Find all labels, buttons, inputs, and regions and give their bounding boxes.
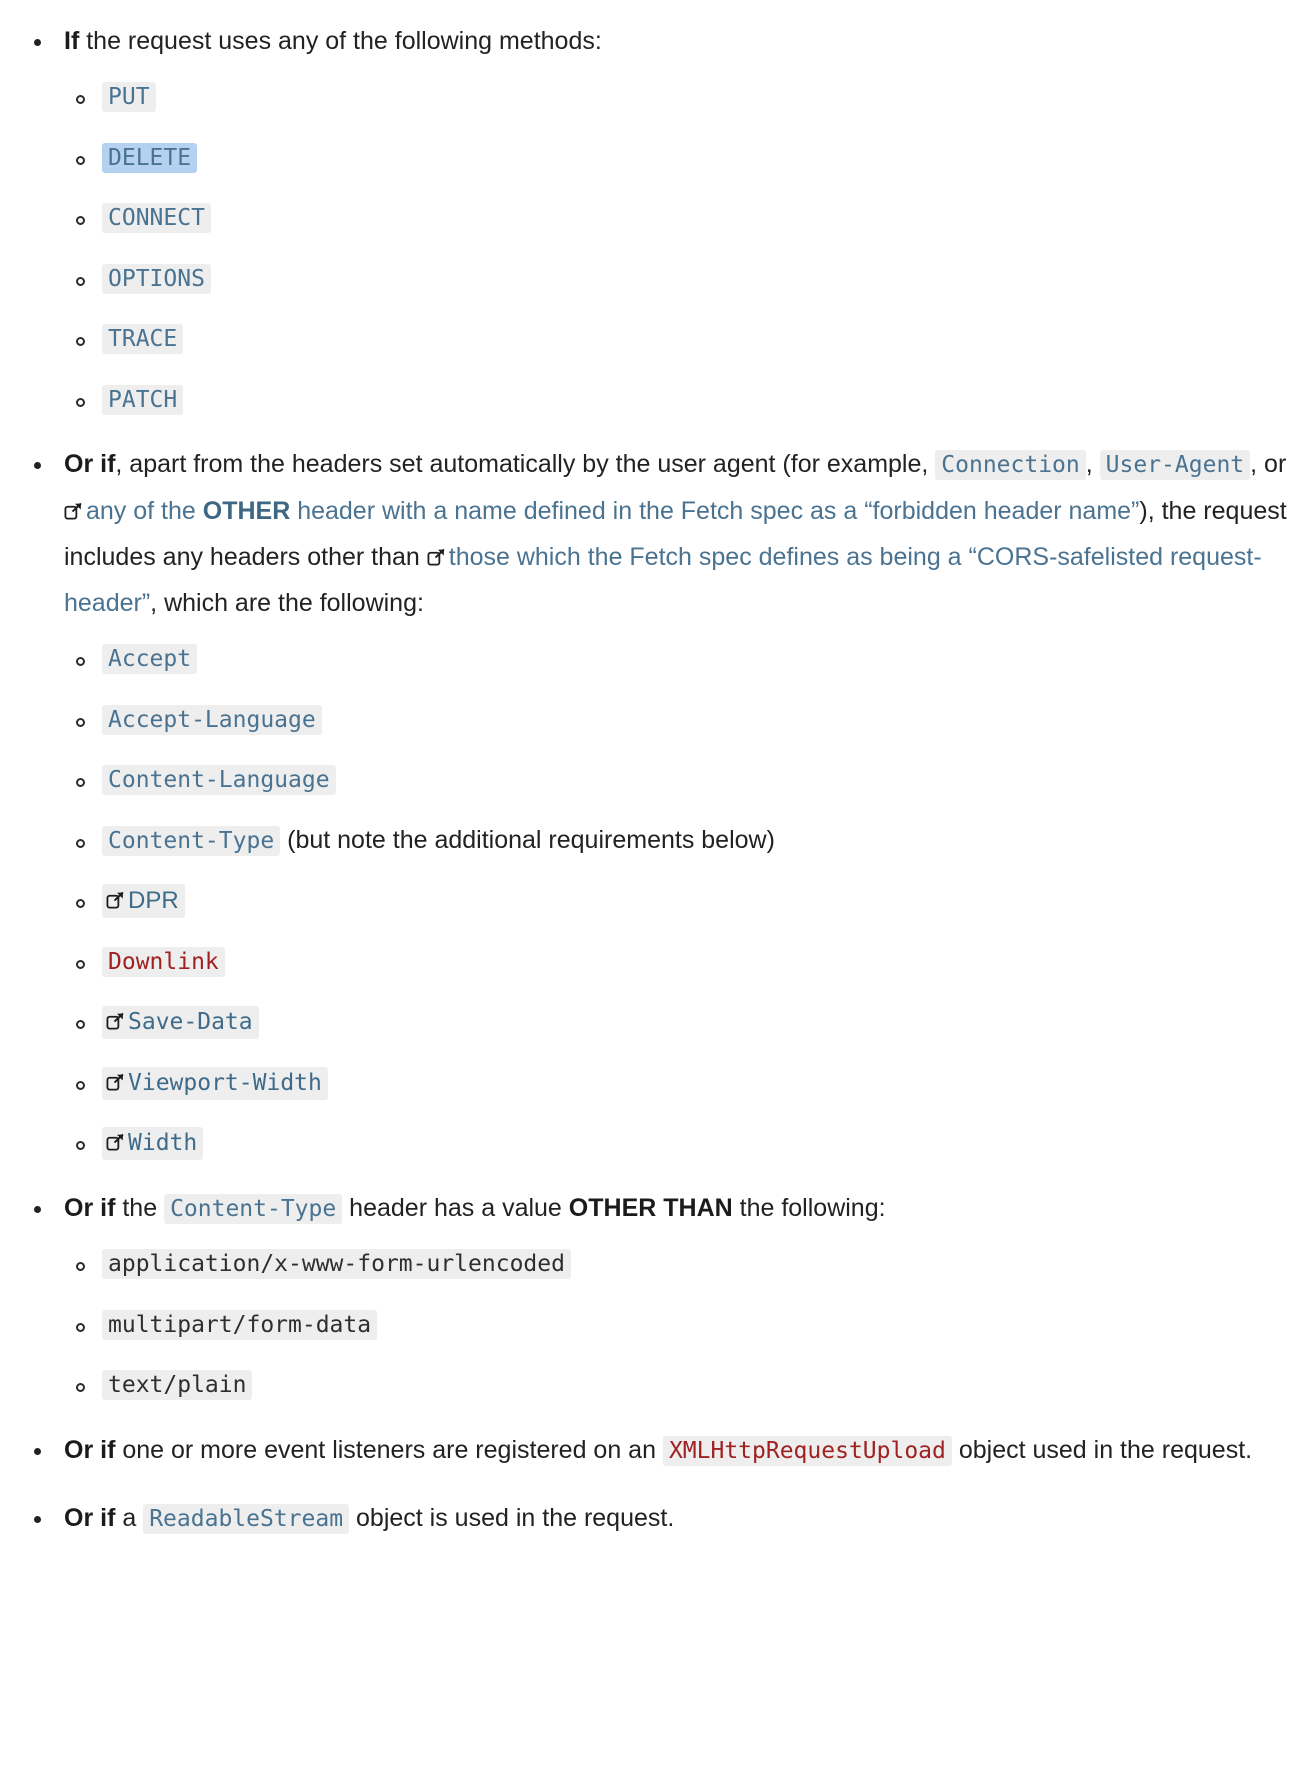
method-token-patch: PATCH <box>102 385 183 415</box>
list-item <box>64 199 1298 237</box>
header-link-save-data[interactable] <box>102 1006 259 1039</box>
content-type-values-list <box>64 1245 1298 1404</box>
external-link-icon <box>106 1073 125 1092</box>
list-item <box>64 320 1298 358</box>
list-item-readable-stream <box>12 1495 1298 1541</box>
header-link-save-data-label: Save-Data <box>128 1009 253 1036</box>
list-item-content-type <box>12 1185 1298 1404</box>
list-item <box>64 1366 1298 1404</box>
list-item <box>64 1003 1298 1041</box>
headers-comma-1: , <box>1085 450 1100 479</box>
lead-emphasis-if: If <box>64 27 80 55</box>
external-link-icon <box>106 1012 125 1031</box>
list-item-methods <box>12 18 1298 418</box>
methods-lead-text: the request uses any of the following methods: <box>79 27 602 55</box>
lead-emphasis-or-if: Or if <box>64 1435 116 1464</box>
list-item <box>64 1245 1298 1283</box>
headers-text-1: , apart from the headers set automatically by the user agent (for example, <box>115 450 936 479</box>
api-token-xmlhttprequestupload: XMLHttpRequestUpload <box>663 1436 952 1466</box>
header-token-content-language: Content-Language <box>102 765 336 795</box>
link-forbidden-text-b: header with a name defined in the Fetch spec as a “forbidden header name” <box>290 496 1140 525</box>
lead-emphasis-or-if: Or if <box>64 450 116 479</box>
link-forbidden-header-name[interactable] <box>64 497 1139 525</box>
content-type-text-3: the following: <box>732 1193 886 1222</box>
header-link-dpr[interactable] <box>102 884 185 918</box>
method-token-options: OPTIONS <box>102 264 211 294</box>
content-type-text-1: the <box>115 1193 165 1222</box>
link-forbidden-text-a: any of the <box>86 496 203 525</box>
api-token-readablestream: ReadableStream <box>143 1504 349 1534</box>
xhr-text-2: object used in the request. <box>951 1435 1253 1464</box>
list-item <box>64 882 1298 920</box>
headers-text-2: ), the request includes any headers other than <box>64 496 1287 571</box>
cors-safelisted-headers-list <box>64 640 1298 1162</box>
xhr-text-1: one or more event listeners are registered on an <box>115 1435 663 1464</box>
preflight-conditions-list <box>12 18 1298 1541</box>
header-link-viewport-width-label: Viewport-Width <box>128 1069 322 1096</box>
header-token-accept-language: Accept-Language <box>102 705 322 735</box>
content-type-note: (but note the additional requirements below) <box>280 825 775 854</box>
header-token-connection: Connection <box>935 450 1085 480</box>
method-token-put: PUT <box>102 82 156 112</box>
list-item-headers <box>12 441 1298 1162</box>
header-link-width-label: Width <box>128 1130 198 1157</box>
header-token-downlink: Downlink <box>102 947 225 977</box>
list-item <box>64 381 1298 419</box>
stream-text-2: object is used in the request. <box>349 1503 675 1532</box>
mime-token-form-data: multipart/form-data <box>102 1310 377 1340</box>
list-item <box>64 1306 1298 1344</box>
method-token-trace: TRACE <box>102 324 183 354</box>
list-item-xhr-upload <box>12 1427 1298 1473</box>
link-cors-safelisted-text: those which the Fetch spec defines as being a “CORS-safelisted request-header” <box>64 542 1262 617</box>
external-link-icon <box>64 502 83 521</box>
header-token-accept: Accept <box>102 644 197 674</box>
list-item <box>64 1124 1298 1162</box>
list-item <box>64 761 1298 799</box>
list-item <box>64 943 1298 981</box>
list-item <box>64 640 1298 678</box>
lead-emphasis-or-if: Or if <box>64 1503 116 1532</box>
header-token-user-agent: User-Agent <box>1100 450 1250 480</box>
list-item <box>64 139 1298 177</box>
method-token-connect: CONNECT <box>102 203 211 233</box>
list-item <box>64 260 1298 298</box>
headers-text-or: , or <box>1250 450 1287 479</box>
list-item <box>64 701 1298 739</box>
lead-emphasis-or-if: Or if <box>64 1193 116 1222</box>
header-link-viewport-width[interactable] <box>102 1067 328 1100</box>
header-token-content-type: Content-Type <box>102 826 280 856</box>
method-token-delete: DELETE <box>102 143 197 173</box>
list-item <box>64 822 1298 860</box>
list-item <box>64 1064 1298 1102</box>
headers-text-3: , which are the following: <box>150 589 424 617</box>
header-token-content-type: Content-Type <box>164 1194 342 1224</box>
http-methods-list <box>64 78 1298 418</box>
external-link-icon <box>106 1133 125 1152</box>
link-emphasis-other: OTHER <box>202 496 291 525</box>
header-link-width[interactable] <box>102 1127 203 1160</box>
list-item <box>64 78 1298 116</box>
content-type-text-2: header has a value <box>342 1193 569 1222</box>
external-link-icon <box>427 548 446 567</box>
external-link-icon <box>106 891 125 910</box>
mime-token-urlencoded: application/x-www-form-urlencoded <box>102 1249 571 1279</box>
stream-text-1: a <box>115 1503 144 1532</box>
header-link-dpr-label: DPR <box>128 887 179 915</box>
emphasis-other-than: OTHER THAN <box>568 1193 733 1222</box>
mime-token-text-plain: text/plain <box>102 1370 252 1400</box>
